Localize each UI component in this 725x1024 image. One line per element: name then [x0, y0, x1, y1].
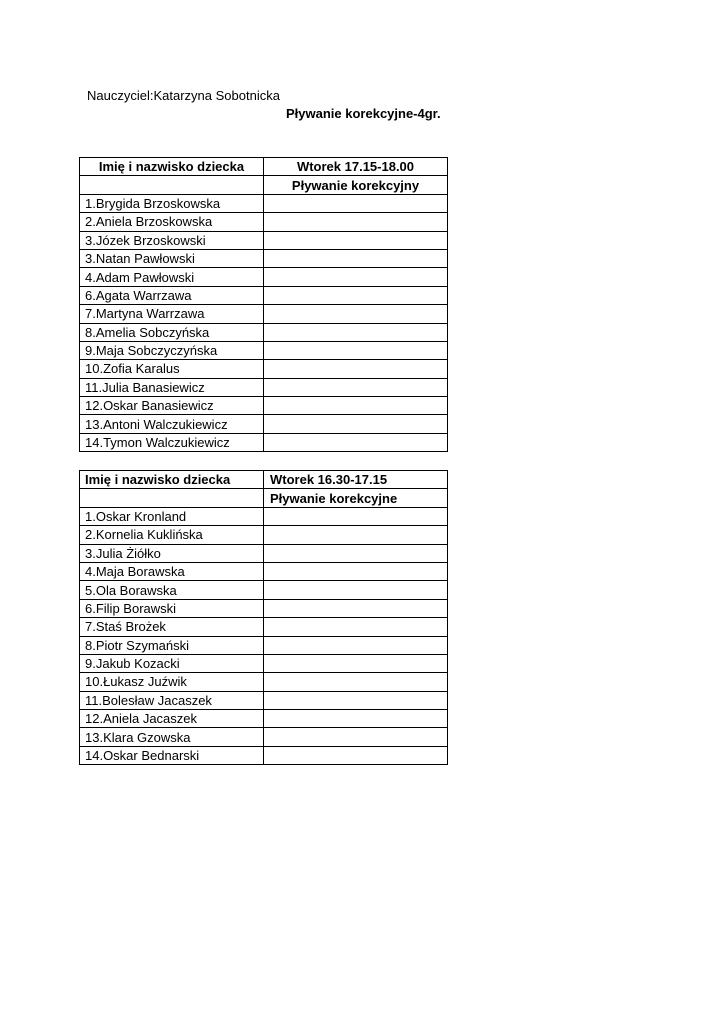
- table-row: [80, 194, 448, 212]
- attendance-cell: [264, 323, 448, 341]
- table-row: [80, 581, 448, 599]
- attendance-cell: [264, 636, 448, 654]
- child-name-cell: 3.Julia Żiółko: [80, 544, 264, 562]
- attendance-cell: [264, 194, 448, 212]
- session-time-header: Wtorek 16.30-17.15: [264, 471, 448, 489]
- empty-cell: [80, 176, 264, 194]
- child-name-cell: 2.Kornelia Kuklińska: [80, 526, 264, 544]
- attendance-cell: [264, 286, 448, 304]
- table-subheader-row: [80, 489, 448, 507]
- table-header-row: [80, 158, 448, 176]
- group-title: Pływanie korekcyjne-4gr.: [286, 106, 441, 121]
- table-row: [80, 360, 448, 378]
- session-type-header: Pływanie korekcyjny: [264, 176, 448, 194]
- table-subheader-row: [80, 176, 448, 194]
- table-row: [80, 544, 448, 562]
- child-name-cell: 8.Piotr Szymański: [80, 636, 264, 654]
- child-name-cell: 13.Klara Gzowska: [80, 728, 264, 746]
- attendance-cell: [264, 673, 448, 691]
- child-name-cell: 4.Maja Borawska: [80, 562, 264, 580]
- table-row: [80, 341, 448, 359]
- attendance-cell: [264, 378, 448, 396]
- table-row: [80, 415, 448, 433]
- child-name-cell: 13.Antoni Walczukiewicz: [80, 415, 264, 433]
- attendance-cell: [264, 544, 448, 562]
- table-row: [80, 213, 448, 231]
- teacher-name: Nauczyciel:Katarzyna Sobotnicka: [87, 88, 280, 103]
- attendance-cell: [264, 581, 448, 599]
- attendance-cell: [264, 305, 448, 323]
- table-row: [80, 654, 448, 672]
- child-name-cell: 5.Ola Borawska: [80, 581, 264, 599]
- attendance-cell: [264, 397, 448, 415]
- child-name-cell: 8.Amelia Sobczyńska: [80, 323, 264, 341]
- attendance-cell: [264, 213, 448, 231]
- child-name-cell: 2.Aniela Brzoskowska: [80, 213, 264, 231]
- table-row: [80, 636, 448, 654]
- attendance-cell: [264, 746, 448, 764]
- child-name-cell: 12.Aniela Jacaszek: [80, 710, 264, 728]
- attendance-cell: [264, 341, 448, 359]
- child-name-cell: 6.Filip Borawski: [80, 599, 264, 617]
- attendance-cell: [264, 415, 448, 433]
- table-row: [80, 433, 448, 451]
- attendance-cell: [264, 360, 448, 378]
- attendance-cell: [264, 249, 448, 267]
- attendance-table-1: [79, 157, 448, 452]
- attendance-cell: [264, 231, 448, 249]
- child-name-cell: 1.Brygida Brzoskowska: [80, 194, 264, 212]
- attendance-cell: [264, 507, 448, 525]
- table-row: [80, 562, 448, 580]
- attendance-cell: [264, 526, 448, 544]
- child-name-cell: 14.Oskar Bednarski: [80, 746, 264, 764]
- table-row: [80, 673, 448, 691]
- child-name-header: Imię i nazwisko dziecka: [80, 471, 264, 489]
- table-row: [80, 249, 448, 267]
- child-name-cell: 9.Maja Sobczyczyńska: [80, 341, 264, 359]
- table-row: [80, 599, 448, 617]
- child-name-cell: 10.Łukasz Juźwik: [80, 673, 264, 691]
- child-name-cell: 14.Tymon Walczukiewicz: [80, 433, 264, 451]
- table-row: [80, 526, 448, 544]
- table-row: [80, 323, 448, 341]
- child-name-cell: 1.Oskar Kronland: [80, 507, 264, 525]
- child-name-cell: 4.Adam Pawłowski: [80, 268, 264, 286]
- child-name-cell: 11.Bolesław Jacaszek: [80, 691, 264, 709]
- table-row: [80, 507, 448, 525]
- table-header-row: [80, 471, 448, 489]
- table-row: [80, 691, 448, 709]
- attendance-cell: [264, 654, 448, 672]
- child-name-cell: 12.Oskar Banasiewicz: [80, 397, 264, 415]
- table-row: [80, 305, 448, 323]
- session-type-header: Pływanie korekcyjne: [264, 489, 448, 507]
- attendance-cell: [264, 728, 448, 746]
- child-name-cell: 7.Martyna Warrzawa: [80, 305, 264, 323]
- child-name-cell: 10.Zofia Karalus: [80, 360, 264, 378]
- child-name-cell: 3.Natan Pawłowski: [80, 249, 264, 267]
- table-row: [80, 268, 448, 286]
- table-row: [80, 231, 448, 249]
- child-name-cell: 3.Józek Brzoskowski: [80, 231, 264, 249]
- empty-cell: [80, 489, 264, 507]
- child-name-cell: 11.Julia Banasiewicz: [80, 378, 264, 396]
- table-row: [80, 397, 448, 415]
- table-row: [80, 710, 448, 728]
- table-row: [80, 618, 448, 636]
- session-time-header: Wtorek 17.15-18.00: [264, 158, 448, 176]
- table-row: [80, 286, 448, 304]
- table-row: [80, 728, 448, 746]
- attendance-cell: [264, 562, 448, 580]
- attendance-cell: [264, 618, 448, 636]
- attendance-cell: [264, 710, 448, 728]
- child-name-cell: 7.Staś Brożek: [80, 618, 264, 636]
- attendance-cell: [264, 599, 448, 617]
- child-name-cell: 9.Jakub Kozacki: [80, 654, 264, 672]
- child-name-header: Imię i nazwisko dziecka: [80, 158, 264, 176]
- attendance-table-2: [79, 470, 448, 765]
- table-row: [80, 378, 448, 396]
- attendance-cell: [264, 433, 448, 451]
- child-name-cell: 6.Agata Warrzawa: [80, 286, 264, 304]
- attendance-cell: [264, 268, 448, 286]
- attendance-cell: [264, 691, 448, 709]
- table-row: [80, 746, 448, 764]
